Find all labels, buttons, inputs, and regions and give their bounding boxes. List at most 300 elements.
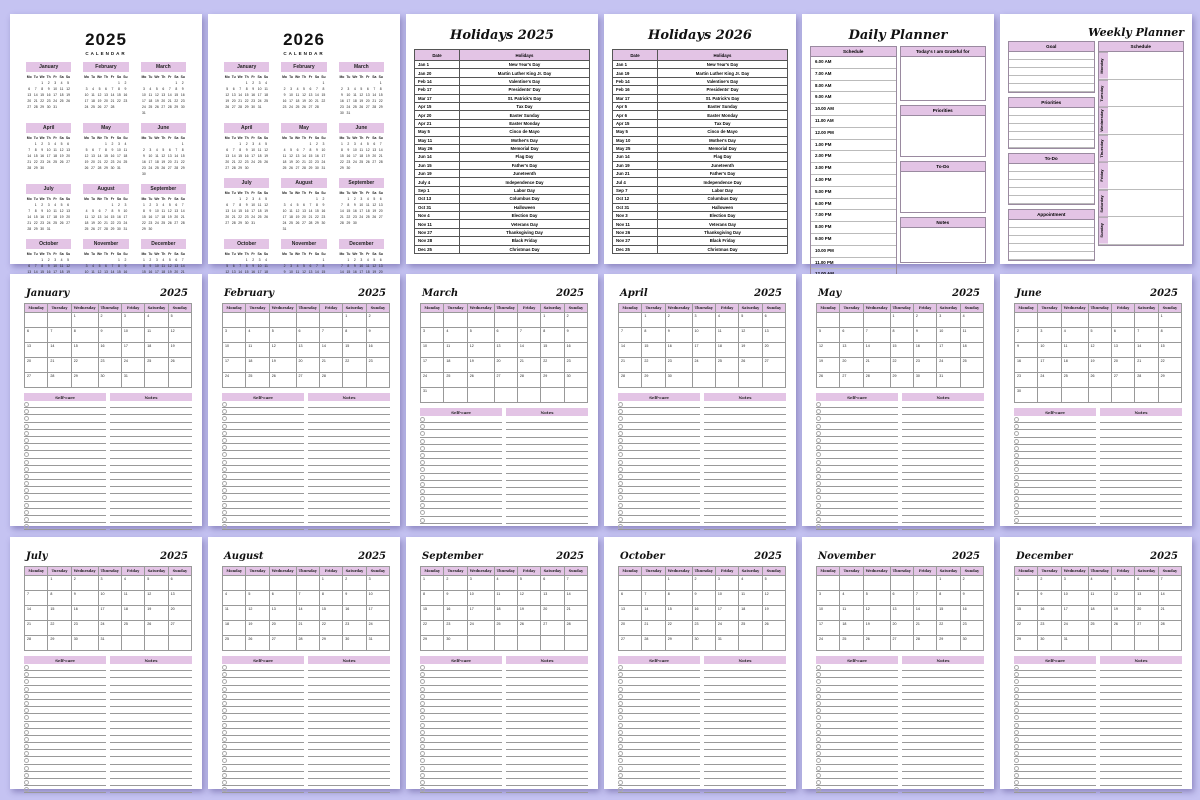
day-number: 14 <box>238 93 243 97</box>
day-cell: 2 <box>367 313 390 328</box>
write-line <box>902 502 984 509</box>
day-number: 3 <box>155 203 158 207</box>
write-line <box>110 415 192 422</box>
day-cell: 26 <box>169 358 192 373</box>
day-number: 13 <box>231 93 236 97</box>
month-grid <box>222 303 390 388</box>
day-number: 12 <box>154 93 159 97</box>
day-number: 7 <box>340 264 343 268</box>
holiday-name: Easter Sunday <box>658 102 788 110</box>
day-cell: 22 <box>541 358 564 373</box>
day-number: 3 <box>85 87 88 91</box>
holiday-name: Juneteenth <box>658 161 788 169</box>
year-title: 2026 <box>283 30 325 49</box>
day-number: 17 <box>84 99 89 103</box>
selfcare-notes-section <box>222 393 390 530</box>
mini-month <box>281 123 326 171</box>
day-number: 9 <box>41 148 44 152</box>
day-number: 28 <box>174 166 179 170</box>
holiday-date: Apr 21 <box>415 119 460 127</box>
day-cell: 19 <box>739 343 762 358</box>
write-line <box>816 786 898 793</box>
day-number: 26 <box>225 105 230 109</box>
checkbox-circle <box>816 424 821 429</box>
write-line <box>222 516 304 523</box>
holiday-name: Juneteenth <box>460 170 590 178</box>
day-name: Th <box>244 136 249 140</box>
day-number: 6 <box>175 258 178 262</box>
day-number: 6 <box>92 148 94 152</box>
weekday-header: Monday <box>421 304 444 313</box>
day-number: 14 <box>104 215 108 219</box>
day-number: 14 <box>302 154 306 158</box>
day-number: 12 <box>167 264 172 268</box>
checkbox-circle <box>816 524 821 529</box>
day-number: 13 <box>66 209 70 213</box>
day-cell: 14 <box>518 343 541 358</box>
write-line <box>1014 438 1096 445</box>
weekday-header: Wednesday <box>72 304 99 313</box>
day-number: 30 <box>346 166 351 170</box>
day-number: 16 <box>315 154 319 158</box>
month-title: July <box>26 551 48 562</box>
checkbox-circle <box>24 715 29 720</box>
write-line <box>110 686 192 693</box>
day-cell: 20 <box>1112 358 1135 373</box>
day-name: We <box>39 197 45 201</box>
day-number: 19 <box>264 154 268 158</box>
day-number: 22 <box>315 215 319 219</box>
day-cell: 20 <box>297 358 320 373</box>
day-name: Su <box>378 191 383 195</box>
day-number: 26 <box>372 215 377 219</box>
day-number: 21 <box>340 215 344 219</box>
write-line <box>24 451 106 458</box>
schedule-column <box>810 46 897 282</box>
day-cell: 15 <box>642 343 665 358</box>
day-name: Mo <box>339 191 345 195</box>
weekly-section-box <box>1008 164 1095 205</box>
selfcare-header: Self-care <box>24 393 106 401</box>
write-line <box>704 444 786 451</box>
day-cell: 18 <box>1062 358 1089 373</box>
day-number: 10 <box>148 154 153 158</box>
write-line <box>704 714 786 721</box>
checkbox-circle <box>618 431 623 436</box>
day-cell: 26 <box>246 636 269 651</box>
holiday-row <box>415 161 590 169</box>
holiday-row <box>613 136 788 144</box>
write-line <box>1014 671 1096 678</box>
write-line <box>816 509 898 516</box>
checkbox-circle <box>1014 679 1019 684</box>
checkbox-circle <box>222 744 227 749</box>
write-line <box>24 516 106 523</box>
mini-month-name: October <box>26 239 71 249</box>
write-line <box>704 722 786 729</box>
day-cell: 5 <box>763 576 786 591</box>
day-cell: 29 <box>666 636 693 651</box>
write-line <box>1100 772 1182 779</box>
day-cell: 20 <box>763 343 786 358</box>
day-cell: 26 <box>468 373 495 388</box>
checkbox-circle <box>816 416 821 421</box>
day-name: Fr <box>308 136 313 140</box>
day-number: 9 <box>322 203 325 207</box>
day-number: 9 <box>181 87 184 91</box>
day-number: 8 <box>181 148 184 152</box>
day-cell: 14 <box>642 606 665 621</box>
write-line <box>704 664 786 671</box>
write-line <box>902 451 984 458</box>
day-number: 23 <box>123 99 128 103</box>
day-number: 20 <box>91 160 95 164</box>
write-line <box>704 502 786 509</box>
write-line <box>1100 517 1182 524</box>
write-line <box>1009 236 1094 244</box>
day-number: 6 <box>303 203 305 207</box>
day-number: 7 <box>105 209 107 213</box>
day-cell: 11 <box>840 606 863 621</box>
holiday-row <box>613 212 788 220</box>
write-line <box>902 786 984 793</box>
holidays-page <box>406 14 598 264</box>
day-cell: 9 <box>914 328 937 343</box>
day-cell: 19 <box>763 606 786 621</box>
checkbox-circle <box>816 467 821 472</box>
weekday-header: Wednesday <box>666 567 693 576</box>
write-line <box>816 423 898 430</box>
day-number: 16 <box>282 99 287 103</box>
write-line <box>110 487 192 494</box>
day-number: 6 <box>379 258 382 262</box>
day-cell: 20 <box>619 621 642 636</box>
day-number: 19 <box>225 99 230 103</box>
write-line <box>902 480 984 487</box>
write-line <box>704 494 786 501</box>
checkbox-circle <box>1014 715 1019 720</box>
write-line <box>704 516 786 523</box>
month-grid <box>222 566 390 651</box>
day-number: 5 <box>168 258 171 262</box>
selfcare-notes-section <box>24 393 192 530</box>
holiday-date: May 11 <box>415 136 460 144</box>
day-number: 18 <box>53 215 58 219</box>
day-number: 25 <box>59 99 64 103</box>
checkbox-circle <box>1014 424 1019 429</box>
selfcare-header: Self-care <box>222 656 304 664</box>
checkbox-circle <box>618 773 623 778</box>
holiday-date: Nov 11 <box>613 220 658 228</box>
day-number: 26 <box>91 227 95 231</box>
write-line <box>110 700 192 707</box>
holiday-name: Memorial Day <box>460 144 590 152</box>
write-line <box>902 516 984 523</box>
day-number: 9 <box>47 264 50 268</box>
write-line <box>902 779 984 786</box>
day-cell: 16 <box>367 343 390 358</box>
write-line <box>1014 779 1096 786</box>
holiday-date: Jun 21 <box>613 170 658 178</box>
day-cell: 19 <box>468 358 495 373</box>
weekday-header: Saturday <box>1135 567 1158 576</box>
day-cell: 18 <box>840 621 863 636</box>
write-line <box>816 459 898 466</box>
write-line <box>902 736 984 743</box>
day-number: 1 <box>117 258 120 262</box>
month-grid <box>816 566 984 651</box>
day-number: 8 <box>315 203 318 207</box>
weekday-header: Thursday <box>495 304 518 313</box>
day-name: Sa <box>174 136 179 140</box>
day-number: 23 <box>251 99 256 103</box>
write-line <box>1014 502 1096 509</box>
write-line <box>902 437 984 444</box>
checkbox-circle <box>420 460 425 465</box>
holiday-name: Tax Day <box>658 119 788 127</box>
day-number: 3 <box>117 142 120 146</box>
checkbox-circle <box>420 665 425 670</box>
holiday-row <box>415 128 590 136</box>
schedule-box <box>1098 52 1185 246</box>
month-title: December <box>1016 551 1073 562</box>
write-line <box>902 487 984 494</box>
holiday-row <box>613 77 788 85</box>
day-cell: 31 <box>1062 636 1089 651</box>
day-number: 5 <box>360 87 363 91</box>
write-line <box>1009 124 1094 132</box>
months-grid <box>18 62 194 287</box>
day-cell: 24 <box>99 621 122 636</box>
checkbox-circle <box>222 517 227 522</box>
write-line <box>1014 517 1096 524</box>
day-number: 9 <box>41 209 44 213</box>
day-cell: 6 <box>1112 328 1135 343</box>
write-line <box>902 686 984 693</box>
write-line <box>816 487 898 494</box>
day-name: Fr <box>110 136 115 140</box>
holiday-name: Christmas Day <box>658 245 788 253</box>
day-number: 4 <box>162 203 165 207</box>
empty-cell <box>367 373 390 388</box>
notes-column <box>902 393 984 530</box>
day-number: 7 <box>28 209 31 213</box>
day-cell: 22 <box>1159 358 1182 373</box>
day-number: 17 <box>282 215 287 219</box>
notes-header: Notes <box>902 393 984 401</box>
day-number: 10 <box>251 203 256 207</box>
write-line <box>110 779 192 786</box>
selfcare-notes-section <box>618 656 786 793</box>
day-cell: 14 <box>48 343 71 358</box>
write-line <box>1100 502 1182 509</box>
empty-cell <box>169 373 192 388</box>
write-line <box>902 765 984 772</box>
write-line <box>816 765 898 772</box>
day-number: 1 <box>117 81 120 85</box>
day-cell: 27 <box>270 636 297 651</box>
day-number: 21 <box>308 215 313 219</box>
write-line <box>1009 180 1094 188</box>
checkbox-circle <box>618 780 623 785</box>
write-line <box>704 671 786 678</box>
write-line <box>110 459 192 466</box>
day-number: 9 <box>315 148 318 152</box>
holiday-name: Independence Day <box>658 178 788 186</box>
day-cell: 21 <box>914 621 937 636</box>
day-number: 1 <box>309 142 312 146</box>
day-number: 5 <box>373 197 376 201</box>
holiday-row <box>415 136 590 144</box>
day-cell: 17 <box>468 606 495 621</box>
month-title: April <box>620 288 648 299</box>
holiday-name: Martin Luther King Jr. Day <box>460 69 590 77</box>
mini-month-days <box>141 135 186 177</box>
day-name: Sa <box>257 136 262 140</box>
write-line <box>1014 423 1096 430</box>
write-line <box>1100 700 1182 707</box>
day-number: 23 <box>346 160 351 164</box>
day-number: 14 <box>27 215 32 219</box>
mini-month-name: July <box>26 184 71 194</box>
month-year: 2025 <box>1150 551 1178 562</box>
day-number: 19 <box>359 99 364 103</box>
day-number: 6 <box>366 87 369 91</box>
checkbox-circle <box>1014 758 1019 763</box>
day-number: 9 <box>283 270 286 274</box>
day-name: Sa <box>116 197 122 201</box>
checkbox-circle <box>420 431 425 436</box>
write-line <box>222 736 304 743</box>
holiday-date: Oct 31 <box>613 203 658 211</box>
day-cell: 6 <box>891 591 914 606</box>
day-number: 18 <box>53 154 58 158</box>
write-line <box>704 786 786 793</box>
day-cell: 9 <box>72 591 99 606</box>
day-cell: 4 <box>246 328 269 343</box>
weekday-header: Sunday <box>367 567 390 576</box>
write-line <box>902 415 984 422</box>
day-number: 30 <box>148 227 153 231</box>
holiday-date: Nov 28 <box>415 237 460 245</box>
day-number: 30 <box>352 221 357 225</box>
write-line <box>24 415 106 422</box>
day-number: 1 <box>347 197 350 201</box>
write-line <box>222 664 304 671</box>
day-cell: 16 <box>343 606 366 621</box>
mini-month <box>83 62 128 116</box>
day-number: 5 <box>60 203 63 207</box>
day-number: 3 <box>258 258 261 262</box>
write-line <box>110 729 192 736</box>
checkbox-circle <box>420 453 425 458</box>
day-number: 8 <box>340 148 343 152</box>
day-number: 19 <box>289 160 293 164</box>
day-cell: 28 <box>642 636 665 651</box>
weekday-header: Thursday <box>1089 567 1112 576</box>
holiday-row <box>613 69 788 77</box>
day-cell: 23 <box>72 621 99 636</box>
holiday-row <box>415 245 590 253</box>
day-cell: 6 <box>763 313 786 328</box>
day-number: 21 <box>33 99 38 103</box>
day-number: 2 <box>149 203 152 207</box>
write-line <box>24 494 106 501</box>
day-number: 25 <box>84 227 89 231</box>
day-number: 13 <box>372 148 377 152</box>
day-cell: 21 <box>864 358 891 373</box>
day-cell: 7 <box>48 328 71 343</box>
daily-section-box <box>900 228 987 263</box>
mini-month <box>339 123 384 171</box>
weekday-label: Wednesday <box>1099 107 1108 134</box>
day-number: 29 <box>104 166 108 170</box>
day-number: 22 <box>244 99 249 103</box>
day-number: 31 <box>321 166 326 170</box>
day-number: 13 <box>104 93 108 97</box>
day-number: 15 <box>40 270 45 274</box>
day-number: 27 <box>365 105 370 109</box>
holiday-date: May 26 <box>415 144 460 152</box>
day-number: 2 <box>252 81 255 85</box>
day-number: 17 <box>123 215 128 219</box>
day-number: 3 <box>353 142 356 146</box>
day-name: Su <box>263 75 269 79</box>
empty-cell <box>48 313 71 328</box>
day-number: 18 <box>161 215 166 219</box>
write-line <box>506 786 588 793</box>
checkbox-circle <box>816 744 821 749</box>
write-line <box>24 509 106 516</box>
day-cell: 23 <box>1015 373 1038 388</box>
day-name: Sa <box>257 75 262 79</box>
day-number: 2 <box>283 87 286 91</box>
holiday-date: Dec 25 <box>613 245 658 253</box>
write-line <box>24 487 106 494</box>
checkbox-circle <box>618 737 623 742</box>
day-number: 23 <box>321 215 326 219</box>
day-number: 29 <box>238 221 243 225</box>
write-line <box>110 664 192 671</box>
day-cell: 13 <box>297 343 320 358</box>
day-number: 23 <box>40 160 45 164</box>
day-number: 6 <box>162 87 165 91</box>
day-cell: 16 <box>693 606 716 621</box>
write-line <box>308 700 390 707</box>
checkbox-circle <box>420 694 425 699</box>
write-line <box>506 474 588 481</box>
holidays-title: Holidays 2026 <box>648 28 752 43</box>
write-line <box>816 743 898 750</box>
day-number: 1 <box>181 142 184 146</box>
day-cell: 5 <box>817 328 840 343</box>
day-cell: 19 <box>270 358 297 373</box>
day-name: Fr <box>308 191 313 195</box>
day-number: 27 <box>66 160 70 164</box>
mini-month <box>83 123 128 177</box>
day-number: 26 <box>59 160 64 164</box>
checkbox-circle <box>618 409 623 414</box>
write-line <box>420 700 502 707</box>
day-number: 20 <box>174 270 179 274</box>
day-number: 9 <box>47 87 50 91</box>
day-name: Su <box>180 75 185 79</box>
day-cell: 1 <box>343 313 366 328</box>
day-number: 26 <box>161 166 166 170</box>
day-number: 2 <box>111 142 114 146</box>
write-line <box>618 437 700 444</box>
day-number: 21 <box>378 154 383 158</box>
